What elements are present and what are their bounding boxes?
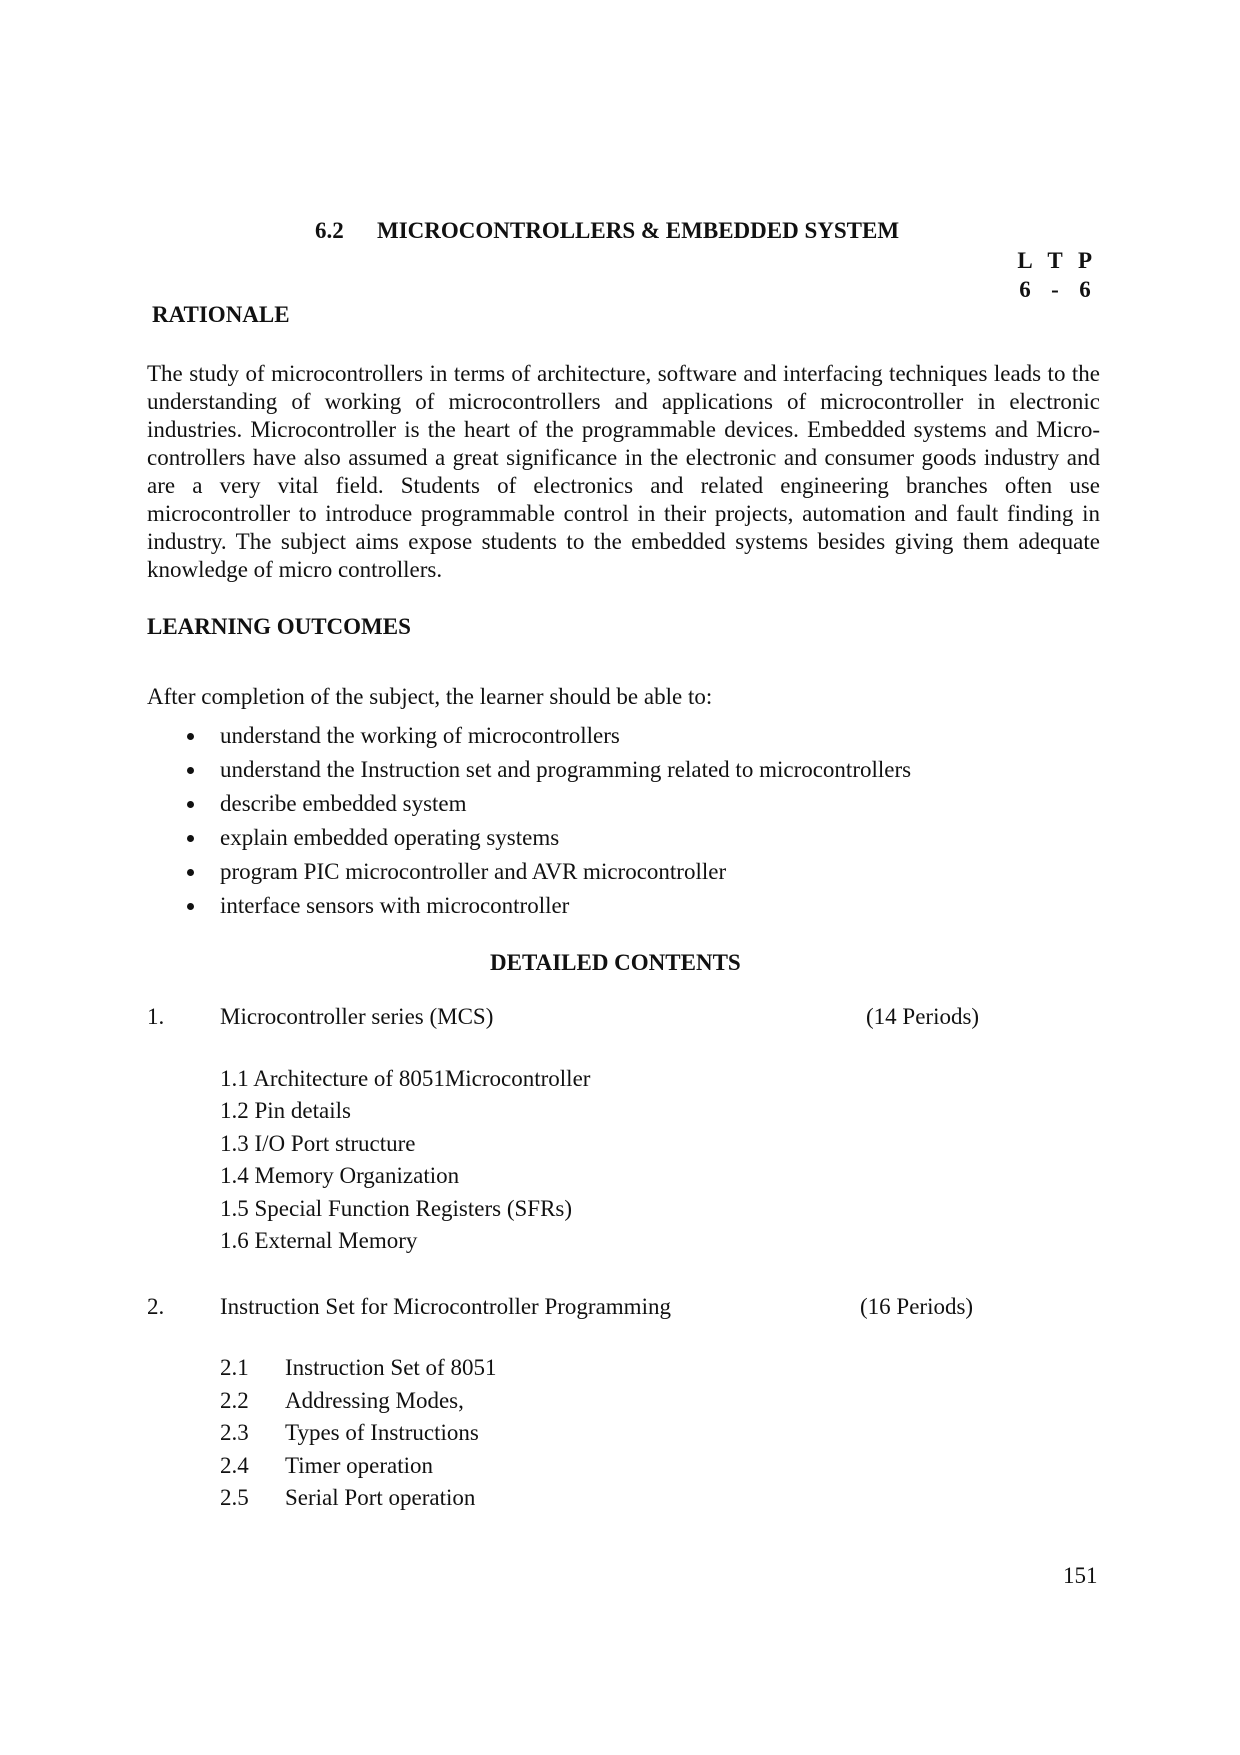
learning-outcomes-intro: After completion of the subject, the learner should be able to: (147, 684, 713, 709)
learning-outcomes-list (180, 719, 911, 923)
unit-1-number: 1. (147, 1004, 165, 1029)
topic-label: Instruction Set of 8051 (285, 1355, 497, 1380)
ltp-value-t: - (1051, 277, 1059, 302)
topic-number: 2.2 (220, 1387, 249, 1413)
list-item (220, 1352, 496, 1385)
list-item: 1.3 I/O Port structure (220, 1130, 416, 1156)
rationale-paragraph: The study of microcontrollers in terms of architecture, software and interfacing techniques leads to the understanding of working of microcontrollers and applications of microcontroller in electronic industries. Microcontroller is the heart of the programmable devices. Embedded systems and Micro-controllers have also assumed a great significance in the electronic and consumer goods industry and are a very vital field. Students of electronics and related engineering branches often use microcontroller to introduce programmable control in their projects, automation and fault finding in industry. The subject aims expose students to the embedded systems besides giving them adequate knowledge of micro controllers. (147, 361, 1100, 582)
ltp-values (1010, 277, 1100, 303)
page-number: 151 (1063, 1563, 1098, 1588)
list-item (220, 1417, 496, 1450)
list-item: 1.4 Memory Organization (220, 1163, 460, 1189)
ltp-value-p: 6 (1079, 277, 1091, 302)
topic-label: Addressing Modes, (285, 1387, 464, 1413)
section-title (315, 218, 899, 244)
outcome-text: interface sensors with microcontroller (220, 893, 570, 918)
topic-number: 2.5 (220, 1485, 249, 1511)
outcome-text: understand the working of microcontrollers (220, 723, 620, 748)
topic-number: 2.4 (220, 1452, 249, 1478)
section-number: 6.2 (315, 218, 344, 243)
topic-number: 2.1 (220, 1355, 249, 1380)
unit-2-title: Instruction Set for Microcontroller Programming (220, 1294, 671, 1319)
list-item: 1.2 Pin details (220, 1098, 351, 1124)
ltp-label-l: L (1017, 248, 1033, 273)
bullet-icon (187, 869, 194, 876)
unit-2-number: 2. (147, 1294, 165, 1319)
topic-label: Types of Instructions (285, 1420, 479, 1446)
learning-outcomes-heading: LEARNING OUTCOMES (147, 614, 411, 639)
rationale-heading: RATIONALE (152, 302, 290, 327)
bullet-icon (187, 767, 194, 774)
list-item (180, 821, 911, 855)
unit-2-topics (220, 1352, 496, 1515)
list-item (180, 753, 911, 787)
outcome-text: describe embedded system (220, 791, 467, 816)
list-item (180, 719, 911, 753)
detailed-contents-heading: DETAILED CONTENTS (490, 950, 741, 975)
ltp-value-l: 6 (1019, 277, 1031, 302)
topic-number: 2.3 (220, 1420, 249, 1446)
ltp-labels (1010, 248, 1100, 274)
unit-2-periods: (16 Periods) (860, 1294, 974, 1319)
list-item (180, 787, 911, 821)
bullet-icon (187, 733, 194, 740)
outcome-text: explain embedded operating systems (220, 825, 560, 850)
unit-1-title: Microcontroller series (MCS) (220, 1004, 494, 1029)
list-item (220, 1482, 496, 1515)
unit-1-topics (220, 1063, 590, 1257)
outcome-text: program PIC microcontroller and AVR microcontroller (220, 859, 727, 884)
ltp-label-p: P (1077, 248, 1093, 273)
outcome-text: understand the Instruction set and programming related to microcontrollers (220, 757, 912, 782)
list-item: 1.6 External Memory (220, 1227, 418, 1253)
section-title-text: MICROCONTROLLERS & EMBEDDED SYSTEM (377, 218, 900, 243)
ltp-label-t: T (1047, 248, 1063, 273)
list-item: 1.5 Special Function Registers (SFRs) (220, 1195, 573, 1221)
bullet-icon (187, 903, 194, 910)
unit-1-periods: (14 Periods) (866, 1004, 980, 1029)
list-item: 1.1 Architecture of 8051Microcontroller (220, 1066, 591, 1091)
bullet-icon (187, 801, 194, 808)
list-item (180, 889, 911, 923)
topic-label: Serial Port operation (285, 1485, 476, 1511)
topic-label: Timer operation (285, 1452, 433, 1478)
bullet-icon (187, 835, 194, 842)
list-item (180, 855, 911, 889)
list-item (220, 1450, 496, 1483)
list-item (220, 1385, 496, 1418)
